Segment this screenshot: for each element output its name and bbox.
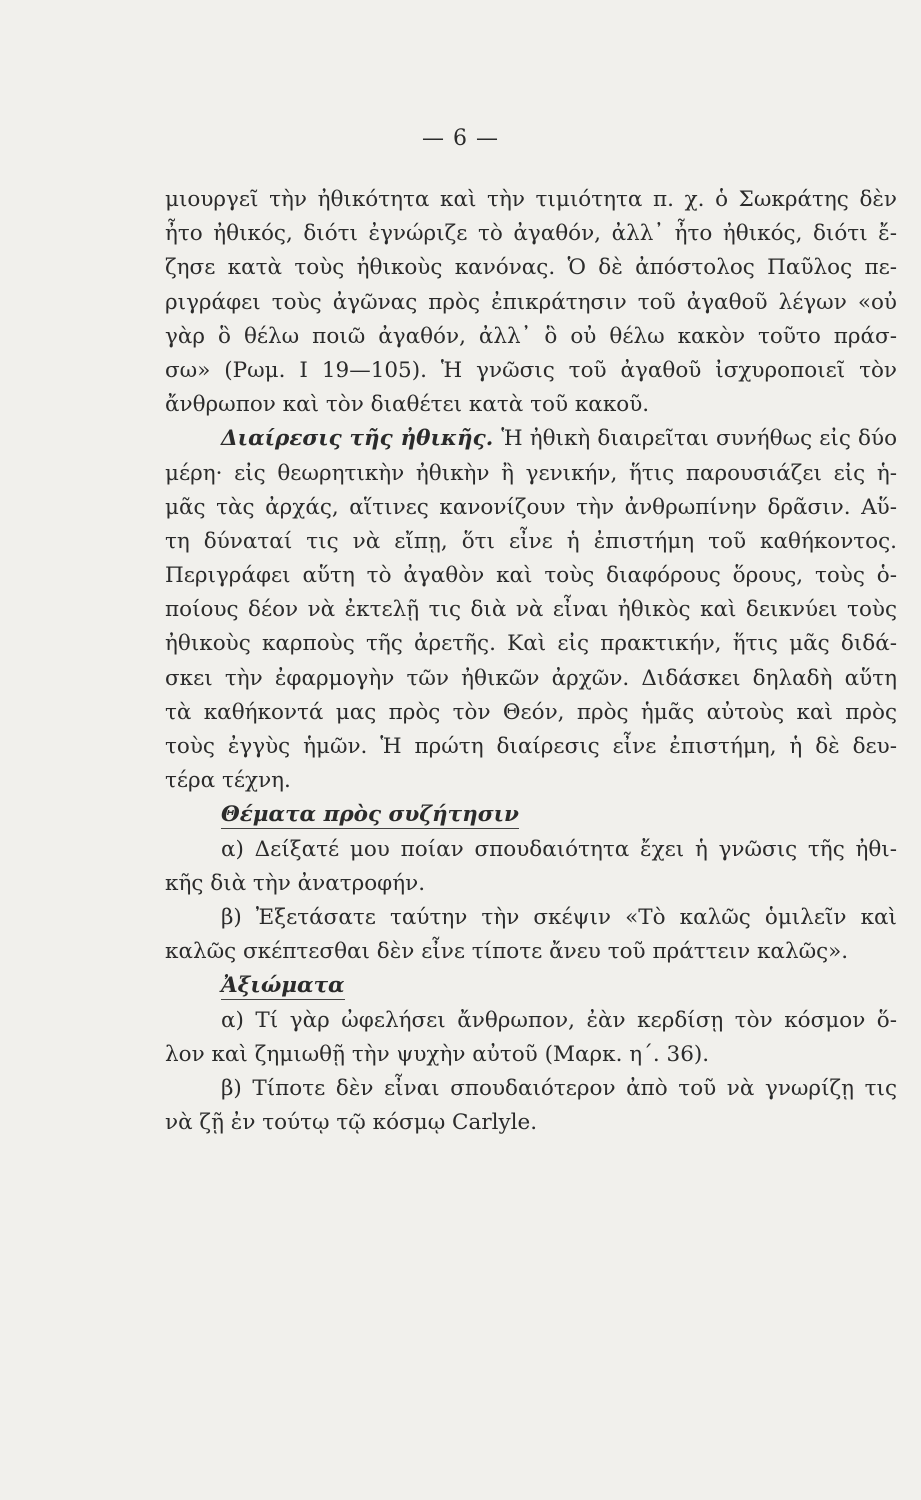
topic-item-continuation: κῆς διὰ τὴν ἀνατροφήν.	[165, 870, 426, 896]
text-line: ἦτο ἠθικός, διότι ἐγνώριζε τὸ ἀγαθόν, ἀλλ᾽ ἦτο ἠθικός, διότι ἔ-	[165, 221, 897, 247]
text-line: τέρα τέχνη.	[165, 768, 291, 794]
topic-item-continuation: καλῶς σκέπτεσθαι δὲν εἶνε τίποτε ἄνευ τοῦ πράττειν καλῶς».	[165, 939, 849, 965]
text-line: τὰ καθήκοντά μας πρὸς τὸν Θεόν, πρὸς ἡμᾶς αὐτοὺς καὶ πρὸς	[165, 699, 897, 725]
division-paragraph-first-line	[165, 422, 897, 456]
text-line: σω» (Ρωμ. Ι 19—105). Ἡ γνῶσις τοῦ ἀγαθοῦ ἰσχυροποιεῖ τὸν	[165, 357, 897, 383]
text-line: γὰρ ὃ θέλω ποιῶ ἀγαθόν, ἀλλ᾽ ὃ οὐ θέλω κακὸν τοῦτο πράσ-	[165, 323, 897, 349]
axiom-item: α) Τί γὰρ ὠφελήσει ἄνθρωπον, ἐὰν κερδίσῃ τὸν κόσμον ὅ-	[221, 1007, 897, 1033]
text-line: μᾶς τὰς ἀρχάς, αἵτινες κανονίζουν τὴν ἀνθρωπίνην δρᾶσιν. Αὕ-	[165, 494, 897, 520]
text-line: ζησε κατὰ τοὺς ἠθικοὺς κανόνας. Ὁ δὲ ἀπόστολος Παῦλος πε-	[165, 255, 897, 281]
topics-heading-text: Θέματα πρὸς συζήτησιν	[221, 802, 519, 828]
topic-item: α) Δείξατέ μου ποίαν σπουδαιότητα ἔχει ἡ γνῶσις τῆς ἠθι-	[221, 836, 897, 862]
text-line: ἠθικοὺς καρποὺς τῆς ἀρετῆς. Καὶ εἰς πρακτικήν, ἥτις μᾶς διδά-	[165, 631, 897, 657]
text-line: τοὺς ἐγγὺς ἡμῶν. Ἡ πρώτη διαίρεσις εἶνε ἐπιστήμη, ἡ δὲ δευ-	[165, 734, 897, 759]
text-line: μέρη· εἰς θεωρητικὴν ἠθικὴν ἢ γενικήν, ἥτις παρουσιάζει εἰς ἡ-	[165, 460, 897, 486]
text-line: Ἡ ἠθικὴ διαιρεῖται συνήθως εἰς δύο	[501, 426, 897, 452]
page-number: — 6 —	[422, 126, 499, 151]
text-line: ποίους δέον νὰ ἐκτελῇ τις διὰ νὰ εἶναι ἠθικὸς καὶ δεικνύει τοὺς	[165, 597, 897, 623]
division-heading: Διαίρεσις τῆς ἠθικῆς.	[221, 426, 494, 452]
axioms-heading	[165, 969, 897, 1003]
topics-heading	[165, 798, 897, 832]
axioms-heading-text: Ἀξιώματα	[221, 973, 345, 999]
text-line: μιουργεῖ τὴν ἠθικότητα καὶ τὴν τιμιότητα π. χ. ὁ Σωκράτης δὲν	[165, 187, 897, 212]
text-line: σκει τὴν ἐφαρμογὴν τῶν ἠθικῶν ἀρχῶν. Διδάσκει δηλαδὴ αὕτη	[165, 665, 897, 691]
text-line: ριγράφει τοὺς ἀγῶνας πρὸς ἐπικράτησιν τοῦ ἀγαθοῦ λέγων «οὐ	[165, 289, 897, 315]
axiom-item-continuation: νὰ ζῇ ἐν τούτῳ τῷ κόσμῳ Carlyle.	[165, 1110, 538, 1136]
text-line: τη δύναταί τις νὰ εἴπῃ, ὅτι εἶνε ἡ ἐπιστήμη τοῦ καθήκοντος.	[165, 528, 897, 554]
text-line: Περιγράφει αὕτη τὸ ἀγαθὸν καὶ τοὺς διαφόρους ὅρους, τοὺς ὁ-	[165, 563, 897, 589]
axiom-item-continuation: λον καὶ ζημιωθῇ τὴν ψυχὴν αὐτοῦ (Μαρκ. η΄. 36).	[165, 1041, 710, 1067]
page-body	[165, 183, 897, 1140]
axiom-item: β) Τίποτε δὲν εἶναι σπουδαιότερον ἀπὸ τοῦ νὰ γνωρίζῃ τις	[221, 1075, 897, 1101]
topic-item: β) Ἐξετάσατε ταύτην τὴν σκέψιν «Τὸ καλῶς ὁμιλεῖν καὶ	[221, 904, 897, 930]
text-line: ἄνθρωπον καὶ τὸν διαθέτει κατὰ τοῦ κακοῦ.	[165, 392, 650, 418]
